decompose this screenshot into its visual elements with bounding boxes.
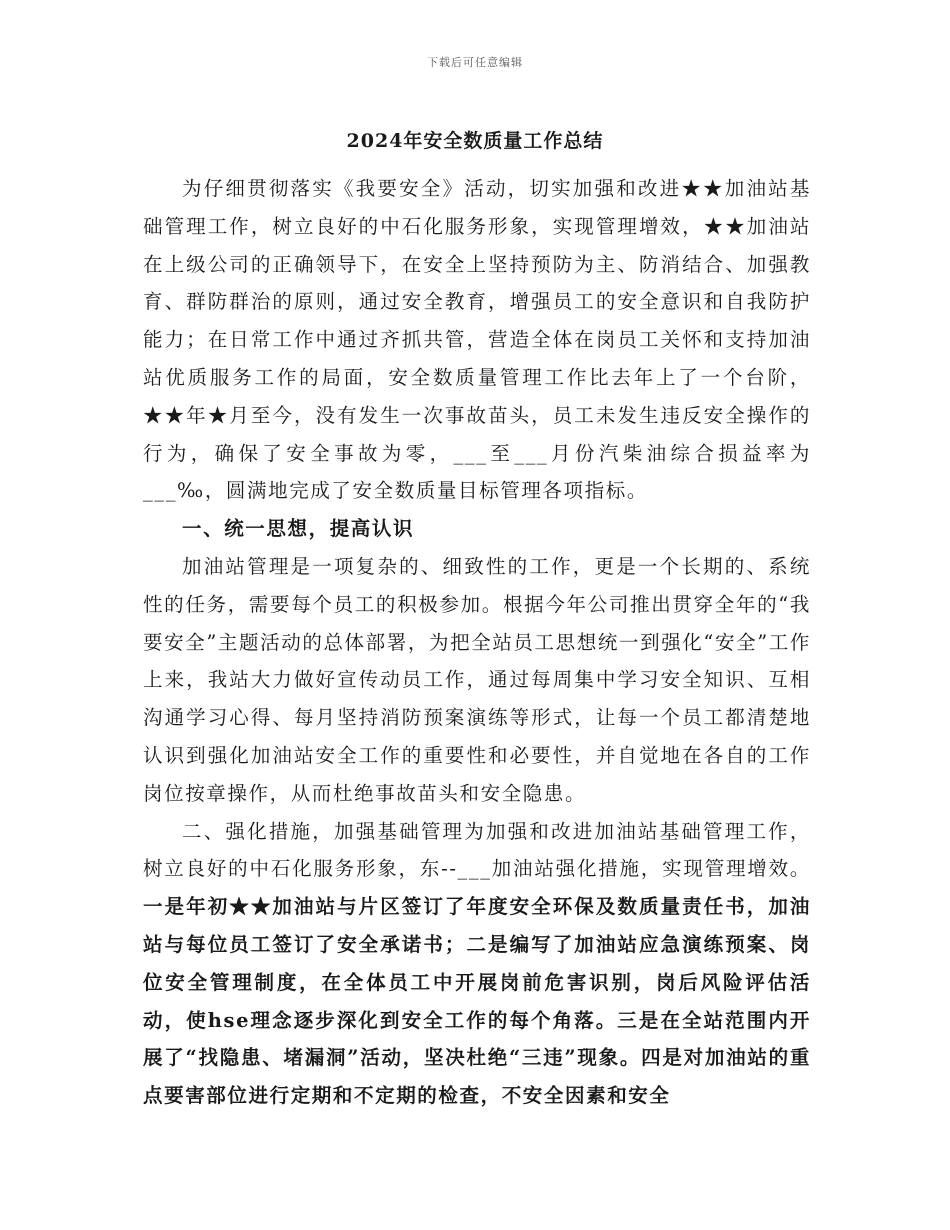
section-heading-1: 一、统一思想，提高认识 [182, 517, 415, 541]
paragraph-section-1: 加油站管理是一项复杂的、细致性的工作，更是一个长期的、系统性的任务，需要每个员工的积极参加。根据今年公司推出贯穿全年的“我要安全”主题活动的总体部署，为把全站员工思想统一到强化“安全”工作上来，我站大力做好宣传动员工作，通过每周集中学习安全知识、互相沟通学习心得、每月坚持消防预案演练等形式，让每一个员工都清楚地认识到强化加油站安全工作的重要性和必要性，并自觉地在各自的工作岗位按章操作，从而杜绝事故苗头和安全隐患。 [143, 554, 811, 805]
document-body [143, 170, 811, 1115]
paragraph-intro: 为仔细贯彻落实《我要安全》活动，切实加强和改进★★加油站基础管理工作，树立良好的中石化服务形象，实现管理增效，★★加油站在上级公司的正确领导下，在安全上坚持预防为主、防消结合、加强教育、群防群治的原则，通过安全教育，增强员工的安全意识和自我防护能力；在日常工作中通过齐抓共管，营造全体在岗员工关怀和支持加油站优质服务工作的局面，安全数质量管理工作比去年上了一个台阶，★★年★月至今，没有发生一次事故苗头，员工未发生违反安全操作的行为，确保了安全事故为零，___至___月份汽柴油综合损益率为___‰，圆满地完成了安全数质量目标管理各项指标。 [143, 177, 811, 503]
paragraph-section-2-text: 二、强化措施，加强基础管理为加强和改进加油站基础管理工作，树立良好的中石化服务形象，东--___加油站强化措施，实现管理增效。 [143, 819, 811, 881]
document-title: 2024年安全数质量工作总结 [346, 130, 604, 152]
paragraph-section-2-bold-text: 一是年初★★加油站与片区签订了年度安全环保及数质量责任书，加油站与每位员工签订了安全承诺书；二是编写了加油站应急演练预案、岗位安全管理制度，在全体员工中开展岗前危害识别，岗后风险评估活动，使hse理念逐步深化到安全工作的每个角落。三是在全站范围内开展了“找隐患、堵漏洞”活动，坚决杜绝“三违”现象。四是对加油站的重点要害部位进行定期和不定期的检查，不安全因素和安全 [143, 895, 811, 1108]
header-note: 下载后可任意编辑 [427, 56, 523, 69]
paragraph-section-2 [143, 813, 811, 1115]
